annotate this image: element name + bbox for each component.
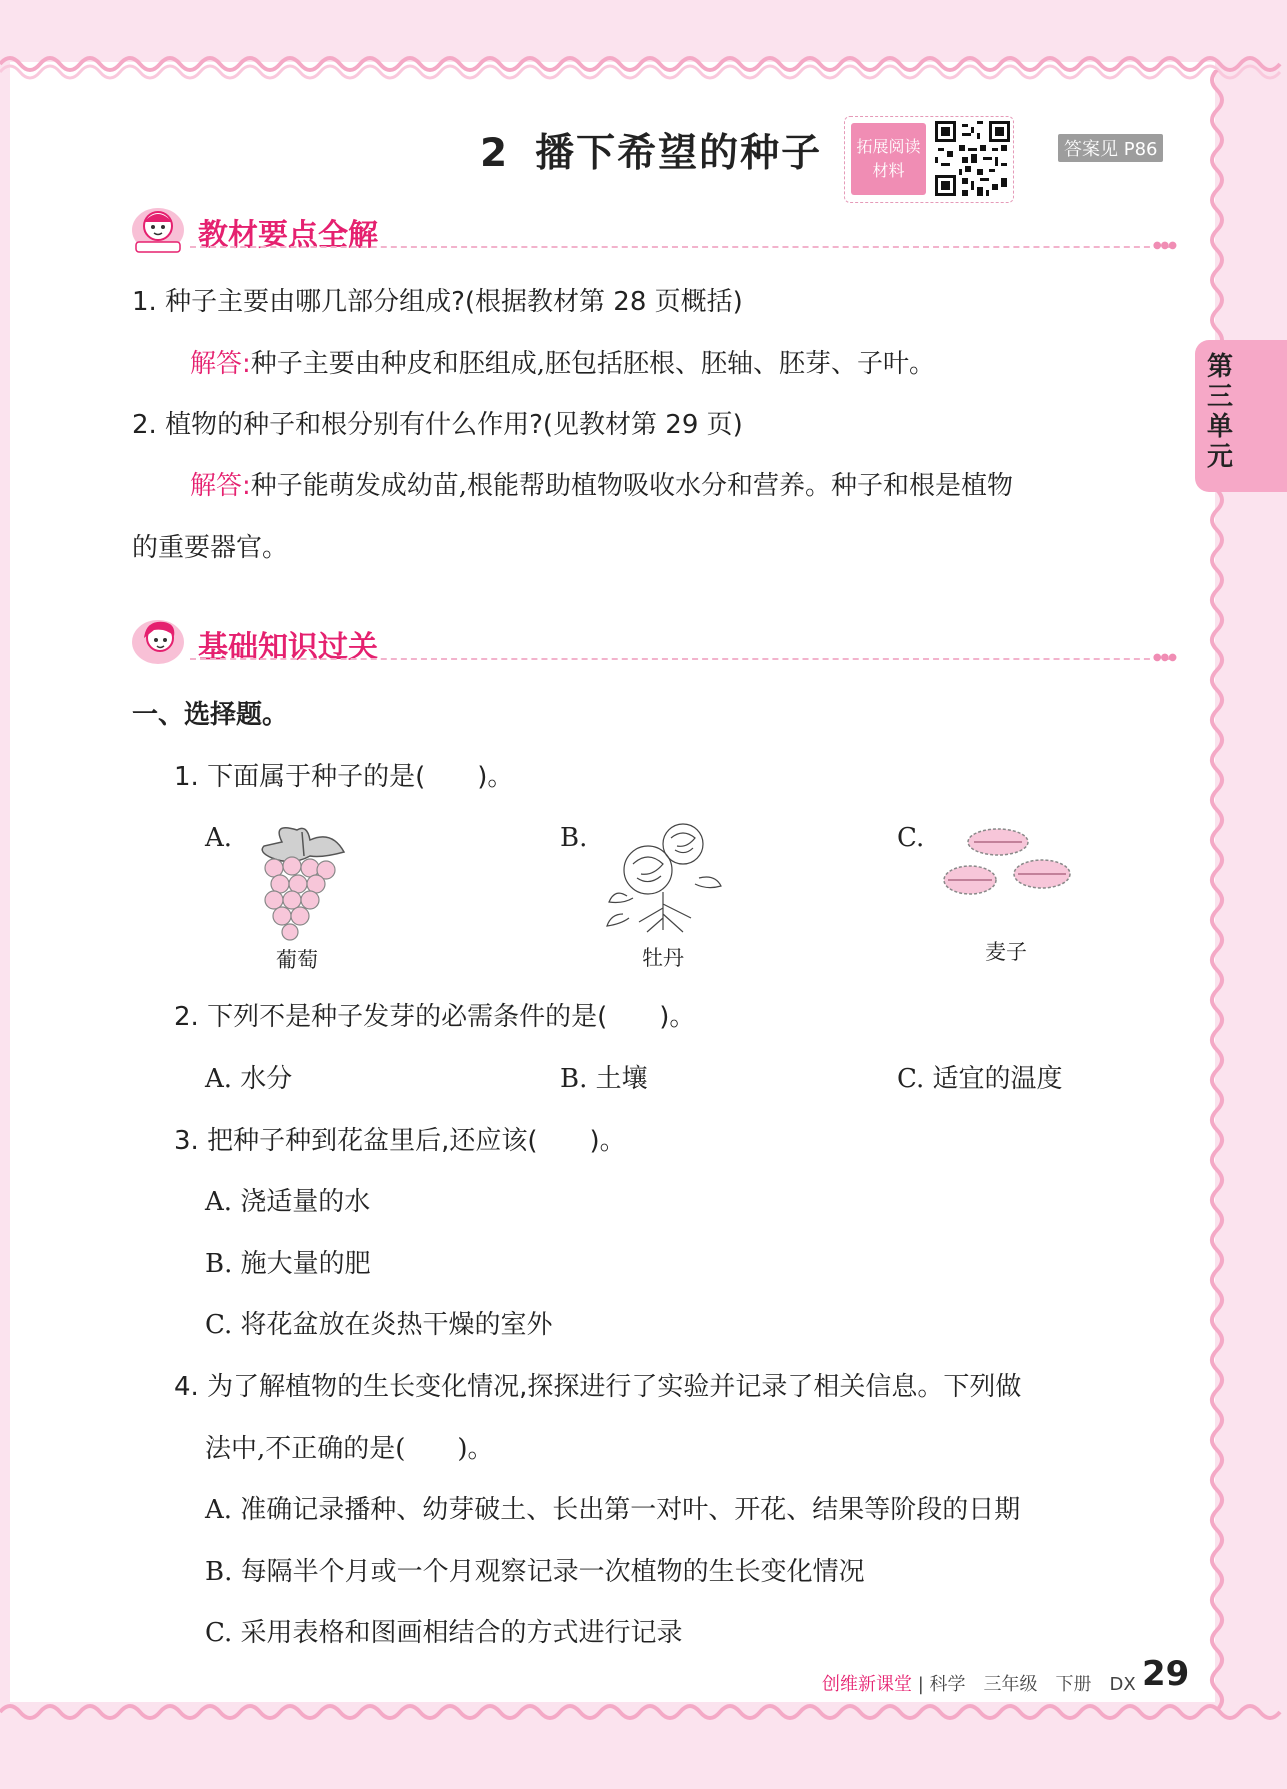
answer-2-continued: 的重要器官。 [132, 533, 289, 563]
bottom-wave-border [0, 1692, 1287, 1732]
mc-question-3: 3. 把种子种到花盆里后,还应该( )。 [174, 1126, 626, 1156]
section-title: 基础知识过关 [198, 630, 378, 665]
mc-question-1: 1. 下面属于种子的是( )。 [174, 762, 514, 792]
answer-2-text: 种子能萌发成幼苗,根能帮助植物吸收水分和营养。种子和根是植物 [250, 471, 1014, 501]
section-dots-icon: ●●● [1152, 652, 1176, 663]
option-c-letter[interactable]: C. [897, 823, 925, 853]
unit-side-tab [1195, 340, 1287, 492]
qr-label-line2: 材料 [872, 161, 905, 180]
q2-option-b[interactable]: B. 土壤 [560, 1064, 648, 1094]
question-2: 2. 植物的种子和根分别有什么作用?(见教材第 29 页) [132, 410, 743, 440]
option-b-caption: 牡丹 [642, 946, 684, 970]
answer-label: 解答: [190, 471, 251, 501]
footer-brand: 创维新课堂 [822, 1674, 912, 1695]
section-divider [190, 246, 1170, 248]
footer [822, 1670, 1136, 1696]
top-wave-border [0, 44, 1287, 84]
question-1: 1. 种子主要由哪几部分组成?(根据教材第 28 页概括) [132, 287, 743, 317]
lesson-title [480, 122, 822, 178]
option-a-caption: 葡萄 [276, 948, 318, 972]
grape-icon [252, 822, 352, 944]
unit-side-tab-label: 第三单元 [1206, 352, 1233, 472]
peony-icon [603, 818, 728, 936]
qr-code-icon[interactable] [935, 121, 1010, 196]
girl-mascot-icon [130, 614, 188, 668]
option-a-letter[interactable]: A. [205, 823, 233, 853]
qr-label [851, 123, 926, 195]
answer-reference-badge: 答案见 P86 [1058, 134, 1163, 162]
q4-option-b[interactable]: B. 每隔半个月或一个月观察记录一次植物的生长变化情况 [205, 1557, 865, 1587]
mc-question-2: 2. 下列不是种子发芽的必需条件的是( )。 [174, 1002, 696, 1032]
section-header-key-points [130, 202, 1176, 262]
q2-option-a[interactable]: A. 水分 [205, 1064, 293, 1094]
answer-2 [190, 470, 1013, 502]
option-b-letter[interactable]: B. [560, 823, 588, 853]
right-wave-border [1205, 70, 1235, 1710]
page-number: 29 [1142, 1654, 1190, 1694]
wheat-seeds-icon [942, 826, 1072, 900]
section-dots-icon: ●●● [1152, 240, 1176, 251]
qr-label-line1: 拓展阅读 [856, 137, 921, 156]
mc-question-4: 4. 为了解植物的生长变化情况,探探进行了实验并记录了相关信息。下列做 [174, 1372, 1022, 1402]
q4-option-a[interactable]: A. 准确记录播种、幼芽破土、长出第一对叶、开花、结果等阶段的日期 [205, 1495, 1021, 1525]
q3-option-c[interactable]: C. 将花盆放在炎热干燥的室外 [205, 1310, 553, 1340]
option-c-caption: 麦子 [985, 940, 1027, 964]
answer-1 [190, 348, 935, 380]
student-mascot-icon [130, 202, 188, 256]
q3-option-b[interactable]: B. 施大量的肥 [205, 1249, 371, 1279]
section-header-basic-knowledge [130, 614, 1176, 674]
answer-1-text: 种子主要由种皮和胚组成,胚包括胚根、胚轴、胚芽、子叶。 [250, 349, 936, 379]
part-heading: 一、选择题。 [132, 700, 289, 730]
q3-option-a[interactable]: A. 浇适量的水 [205, 1187, 371, 1217]
answer-label: 解答: [190, 349, 251, 379]
q2-option-c[interactable]: C. 适宜的温度 [897, 1064, 1063, 1094]
q4-option-c[interactable]: C. 采用表格和图画相结合的方式进行记录 [205, 1618, 683, 1648]
footer-info: | 科学 三年级 下册 DX [917, 1674, 1136, 1695]
section-title: 教材要点全解 [198, 218, 378, 253]
section-divider [190, 658, 1170, 660]
lesson-number: 2 [480, 131, 510, 176]
mc-question-4-continued: 法中,不正确的是( )。 [205, 1434, 494, 1464]
qr-reading-box[interactable] [844, 116, 1014, 203]
lesson-title-text: 播下希望的种子 [535, 131, 823, 176]
